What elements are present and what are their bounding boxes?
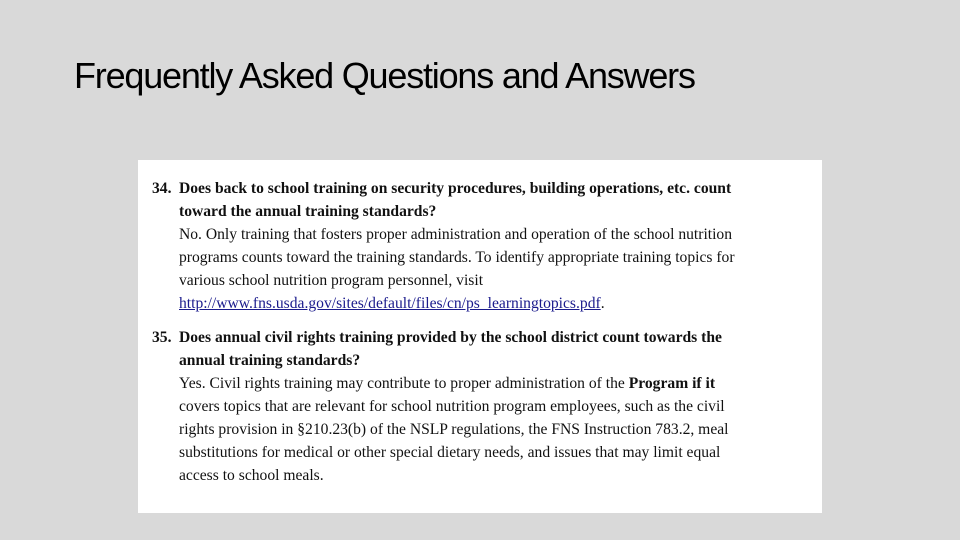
answer-35-line-4: substitutions for medical or other special dietary needs, and issues that may limit equal xyxy=(179,444,721,461)
question-35-line-2: annual training standards? xyxy=(179,352,361,369)
learning-topics-link[interactable]: http://www.fns.usda.gov/sites/default/files/cn/ps_learningtopics.pdf xyxy=(179,295,601,312)
question-34-line-1 xyxy=(152,177,812,200)
question-text: Does back to school training on security procedures, building operations, etc. count xyxy=(179,180,732,197)
answer-35-line-3: rights provision in §210.23(b) of the NSLP regulations, the FNS Instruction 783.2, meal xyxy=(179,421,729,438)
answer-34-line-2: programs counts toward the training standards. To identify appropriate training topics for xyxy=(179,249,735,266)
answer-34-link-line xyxy=(152,292,812,315)
answer-34-line-1: No. Only training that fosters proper administration and operation of the school nutrition xyxy=(179,226,733,243)
answer-34-line-3: various school nutrition program personnel, visit xyxy=(179,272,484,289)
answer-35-line-2: covers topics that are relevant for school nutrition program employees, such as the civil xyxy=(179,398,725,415)
answer-35-bold-text: Program if it xyxy=(628,375,716,392)
question-35-line-1 xyxy=(152,326,812,349)
question-number: 35. xyxy=(152,329,172,346)
answer-35-line-5: access to school meals. xyxy=(179,467,324,484)
faq-item-34 xyxy=(152,177,812,315)
faq-document-image xyxy=(138,160,822,513)
question-number: 34. xyxy=(152,180,172,197)
slide-title: Frequently Asked Questions and Answers xyxy=(74,55,695,96)
question-text: Does annual civil rights training provided by the school district count towards the xyxy=(179,329,722,346)
answer-35-plain-text: Yes. Civil rights training may contribute to proper administration of the xyxy=(179,375,629,392)
link-period: . xyxy=(600,295,605,312)
faq-item-35 xyxy=(152,326,812,487)
question-34-line-2: toward the annual training standards? xyxy=(179,203,437,220)
answer-35-line-1 xyxy=(152,372,812,395)
